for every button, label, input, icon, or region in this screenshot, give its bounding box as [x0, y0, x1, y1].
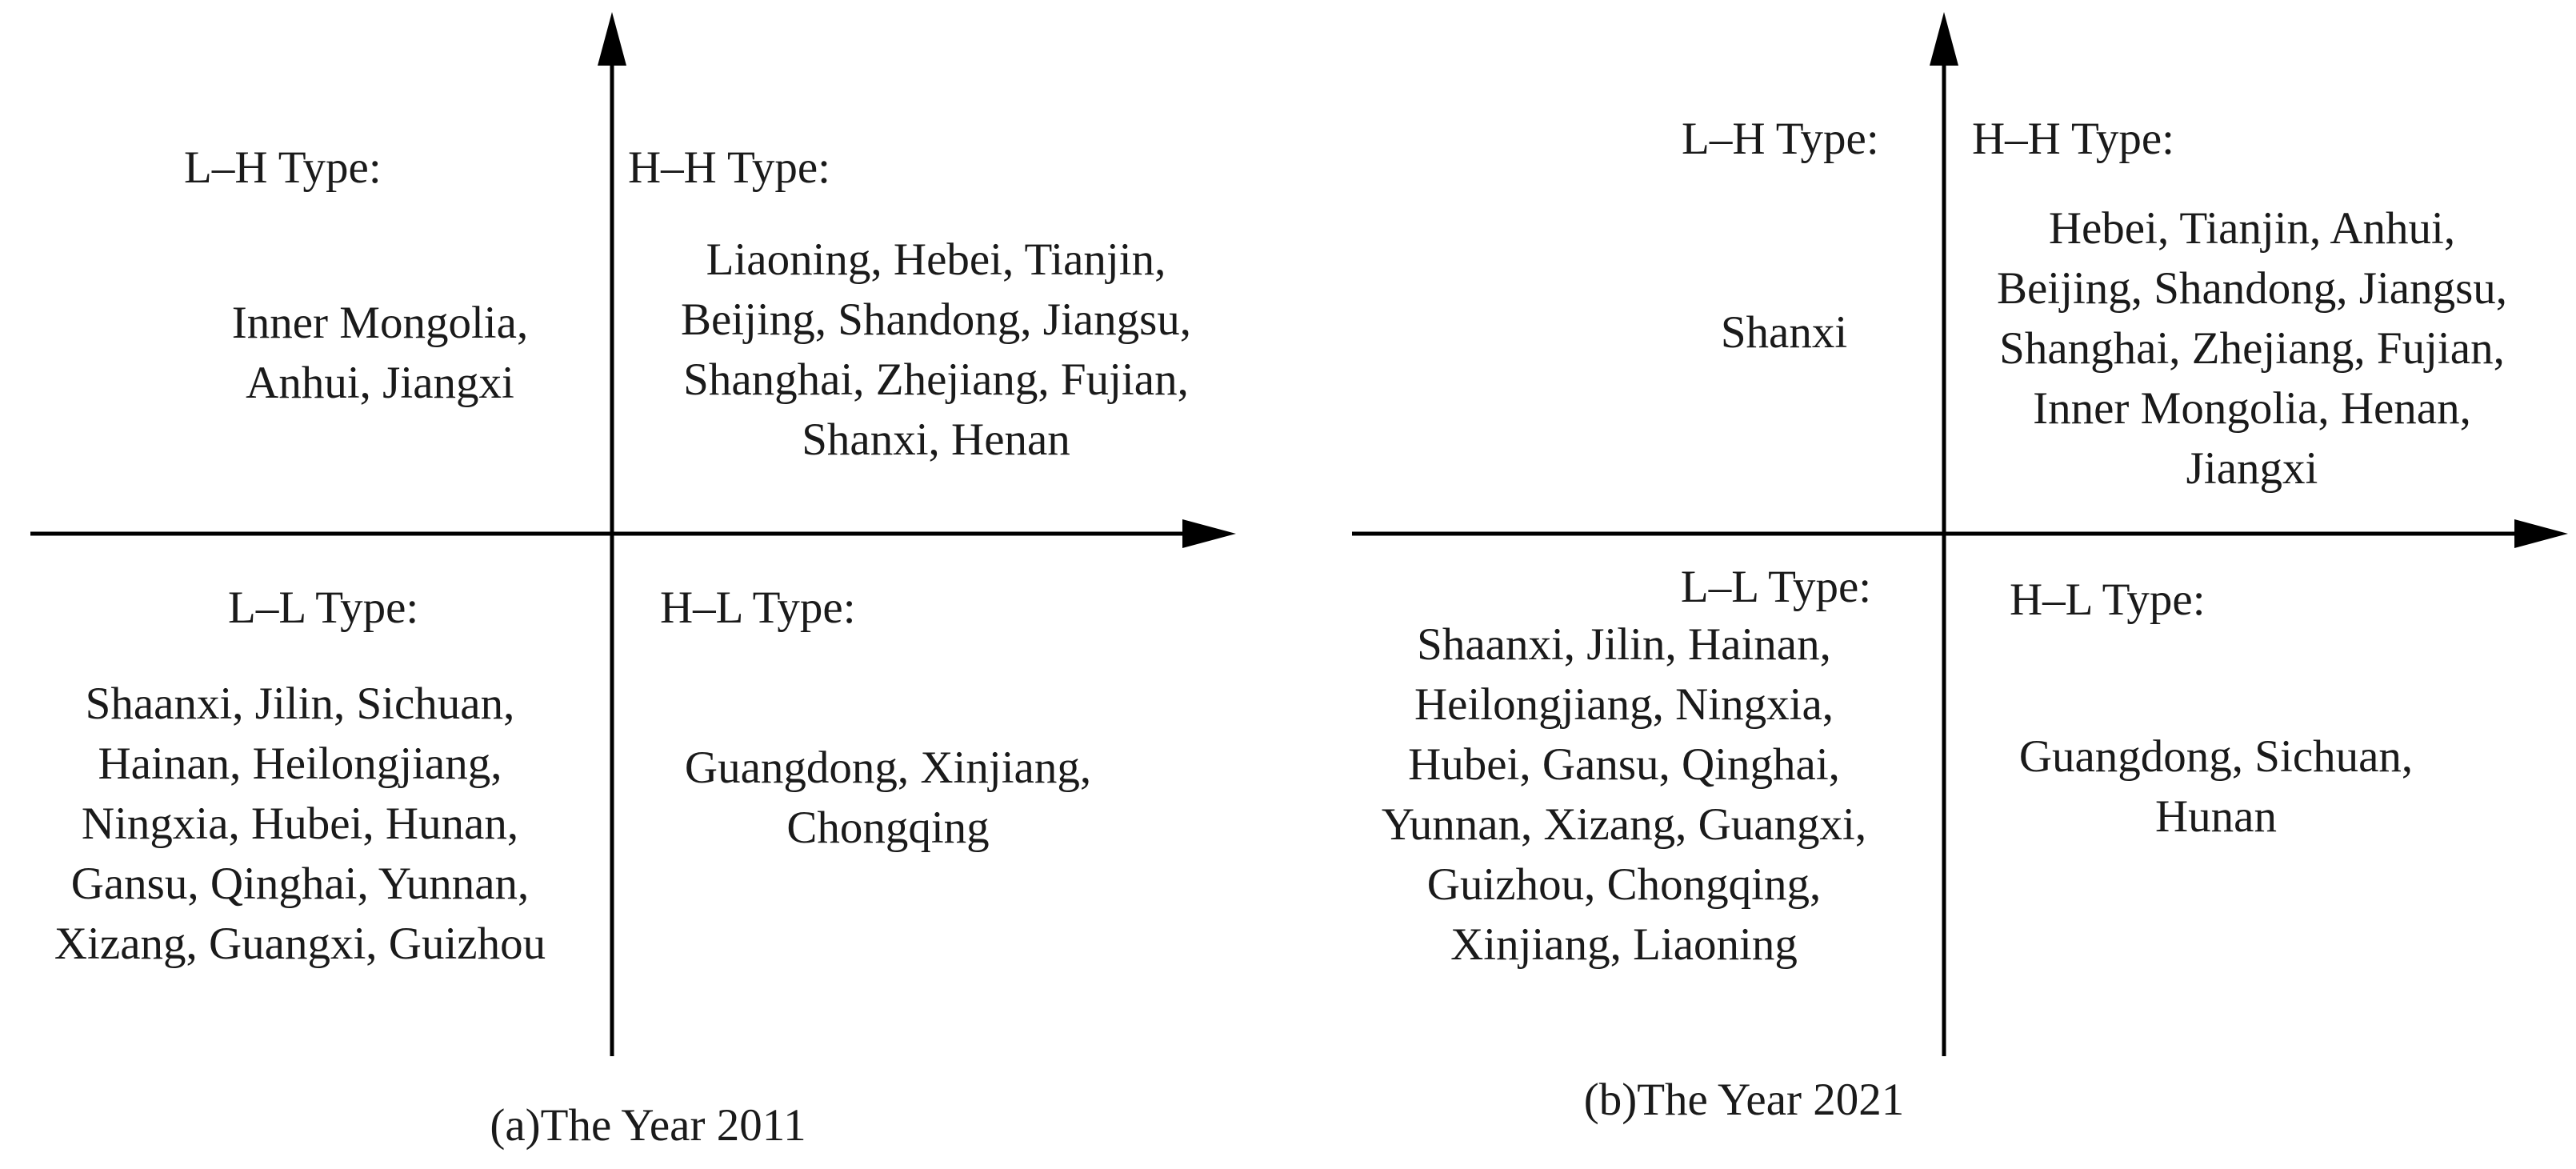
list-line: Heilongjiang, Ningxia, — [1414, 679, 1834, 730]
hh-type-list — [620, 230, 1252, 470]
list-line: Shanxi, Henan — [802, 414, 1070, 465]
hl-type-list — [1960, 727, 2472, 847]
list-line: Shanxi — [1720, 307, 1848, 358]
list-line: Hubei, Gansu, Qinghai, — [1408, 739, 1840, 790]
list-line: Liaoning, Hebei, Tianjin, — [706, 234, 1166, 285]
y-axis-arrowhead — [598, 12, 626, 66]
list-line: Hainan, Heilongjiang, — [98, 739, 502, 789]
list-line: Hunan — [2155, 791, 2277, 842]
caption-a: (a)The Year 2011 — [490, 1100, 806, 1151]
hh-type-label: H–H Type: — [628, 142, 831, 193]
ll-type-list — [0, 674, 600, 974]
y-axis-arrowhead — [1930, 12, 1958, 66]
list-line: Ningxia, Hubei, Hunan, — [81, 799, 519, 849]
list-line: Beijing, Shandong, Jiangsu, — [680, 294, 1192, 345]
hl-type-label: H–L Type: — [660, 582, 856, 633]
hh-type-label: H–H Type: — [1972, 114, 2175, 164]
ll-type-label: L–L Type: — [228, 582, 419, 633]
list-line: Guangdong, Xinjiang, — [684, 743, 1092, 793]
x-axis-arrowhead — [2514, 519, 2568, 548]
list-line: Guangdong, Sichuan, — [2018, 731, 2414, 782]
list-line: Gansu, Qinghai, Yunnan, — [70, 859, 530, 909]
lh-type-label: L–H Type: — [184, 142, 382, 193]
lh-type-list — [128, 293, 632, 413]
list-line: Inner Mongolia, — [231, 298, 529, 348]
x-axis-arrowhead — [1182, 519, 1236, 548]
caption-b: (b)The Year 2021 — [1583, 1075, 1905, 1125]
list-line: Shanghai, Zhejiang, Fujian, — [1999, 323, 2505, 374]
hl-type-list — [632, 738, 1144, 858]
list-line: Xinjiang, Liaoning — [1450, 919, 1798, 970]
ll-type-list — [1320, 615, 1928, 975]
ll-type-label: L–L Type: — [1680, 562, 1872, 612]
list-line: Shanghai, Zhejiang, Fujian, — [683, 354, 1189, 405]
list-line: Anhui, Jiangxi — [246, 358, 514, 408]
panel-year-2011 — [0, 0, 1248, 1169]
lh-type-label: L–H Type: — [1682, 114, 1879, 164]
list-line: Guizhou, Chongqing, — [1426, 859, 1822, 910]
hl-type-label: H–L Type: — [2010, 574, 2206, 625]
panel-year-2021 — [1320, 0, 2576, 1169]
list-line: Shaanxi, Jilin, Sichuan, — [85, 679, 515, 729]
list-line: Beijing, Shandong, Jiangsu, — [1996, 263, 2508, 314]
list-line: Xizang, Guangxi, Guizhou — [54, 919, 546, 969]
list-line: Shaanxi, Jilin, Hainan, — [1417, 619, 1831, 670]
lh-type-list — [1664, 302, 1904, 362]
list-line: Inner Mongolia, Henan, — [2033, 383, 2471, 434]
list-line: Jiangxi — [2186, 443, 2318, 494]
list-line: Chongqing — [786, 803, 990, 853]
hh-type-list — [1952, 198, 2552, 498]
list-line: Yunnan, Xizang, Guangxi, — [1381, 799, 1867, 850]
list-line: Hebei, Tianjin, Anhui, — [2048, 203, 2456, 254]
